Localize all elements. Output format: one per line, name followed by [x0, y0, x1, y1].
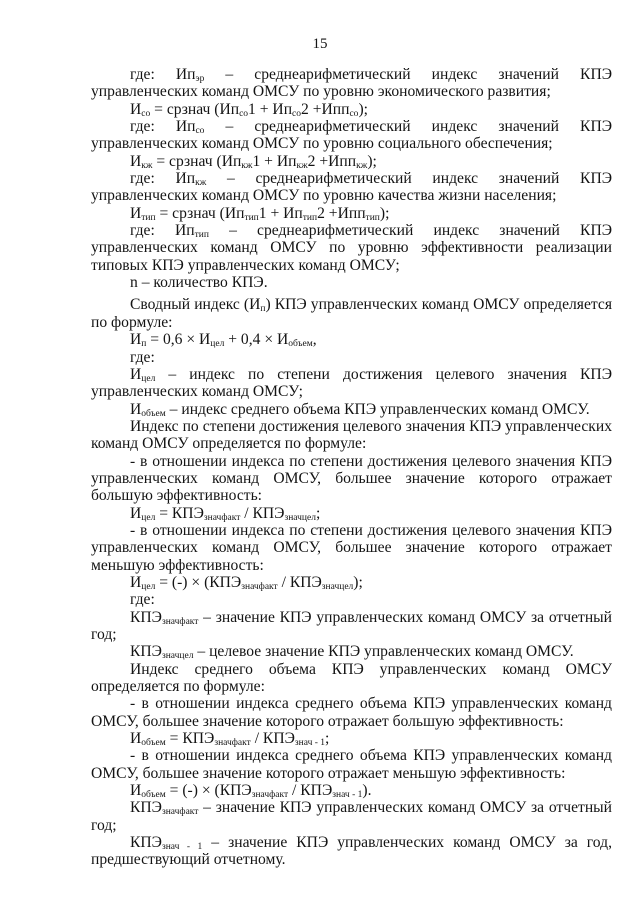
paragraph: где:: [130, 348, 155, 366]
paragraph: Сводный индекс $(И_п)$ КПЭ управленческих команд ОМСУ определяется по формуле:: [91, 296, 613, 331]
paragraph: где: $Ип_{со}$ – среднеарифметический индекс значений КПЭ управленческих команд ОМСУ по уровню социального обеспечения;: [91, 118, 612, 153]
paragraph: $И_{со}$ = срзнач $(Ип_{со}1 + Ип_{со}2 +Ипп_{со})$;: [130, 100, 368, 119]
paragraph: n – количество КПЭ.: [130, 274, 268, 292]
paragraph: $КПЭ_{знач - 1}$ – значение КПЭ управленческих команд ОМСУ за год, предшествующий отчетному.: [91, 834, 612, 869]
paragraph: $И_{цел}$ – индекс по степени достижения целевого значения КПЭ управленческих команд ОМСУ;: [91, 365, 612, 401]
paragraph: $И_{кж}$ = срзнач $(Ип_{кж}1 + Ип_{кж}2 +Ипп_{кж})$;: [130, 152, 377, 171]
paragraph: $И_{цел}$ = (-) × $(КПЭ_{значфакт} / КПЭ_{значцел})$;: [130, 573, 363, 592]
document-body: [91, 66, 612, 869]
paragraph: $И_{объем}$ – индекс среднего объема КПЭ управленческих команд ОМСУ.: [130, 400, 590, 419]
paragraph: $КПЭ_{значфакт}$ – значение КПЭ управленческих команд ОМСУ за отчетный год;: [91, 608, 612, 643]
paragraph: - в отношении индекса по степени достижения целевого значения КПЭ управленческих команд ОМСУ, большее значение которого отражает большую эффективность:: [91, 452, 612, 505]
paragraph: $И_{цел} = КПЭ_{значфакт} / КПЭ_{значцел}$;: [130, 504, 321, 523]
paragraph: $И_{объем}$ = (-) × $(КПЭ_{значфакт} / КПЭ_{знач - 1})$.: [130, 782, 372, 801]
paragraph: где: $Ип_{эр}$ – среднеарифметический индекс значений КПЭ управленческих команд ОМСУ по уровню экономического развития;: [91, 66, 613, 101]
paragraph: где: $Ип_{кж}$ – среднеарифметический индекс значений КПЭ управленческих команд ОМСУ по уровню качества жизни населения;: [91, 170, 613, 205]
page-number: 15: [312, 36, 328, 52]
paragraph: где:: [130, 591, 155, 609]
paragraph: $КПЭ_{значфакт}$ – значение КПЭ управленческих команд ОМСУ за отчетный год;: [91, 799, 612, 834]
paragraph: - в отношении индекса среднего объема КПЭ управленческих команд ОМСУ, большее значение которого отражает меньшую эффективность:: [91, 747, 612, 782]
paragraph: $И_п = 0,6 \times И_{цел} + 0,4 \times И_{объем}$,: [130, 331, 317, 350]
paragraph: Индекс среднего объема КПЭ управленческих команд ОМСУ определяется по формуле:: [91, 660, 612, 696]
paragraph: $КПЭ_{значцел}$ – целевое значение КПЭ управленческих команд ОМСУ.: [130, 643, 574, 662]
paragraph: где: $Ип_{тип}$ – среднеарифметический индекс значений КПЭ управленческих команд ОМСУ по уровню эффективности реализации типовых КПЭ управленческих команд ОМСУ;: [91, 222, 613, 274]
paragraph: - в отношении индекса по степени достижения целевого значения КПЭ управленческих команд ОМСУ, большее значение которого отражает меньшую эффективность:: [91, 521, 612, 574]
paragraph: Индекс по степени достижения целевого значения КПЭ управленческих команд ОМСУ определяется по формуле:: [91, 417, 612, 453]
paragraph: - в отношении индекса среднего объема КПЭ управленческих команд ОМСУ, большее значение которого отражает большую эффективность:: [91, 695, 612, 730]
paragraph: $И_{тип}$ = срзнач $(Ип_{тип}1 + Ип_{тип}2 +Ипп_{тип})$;: [130, 204, 390, 223]
paragraph: $И_{объем} = КПЭ_{значфакт} / КПЭ_{знач - 1}$;: [130, 730, 330, 749]
